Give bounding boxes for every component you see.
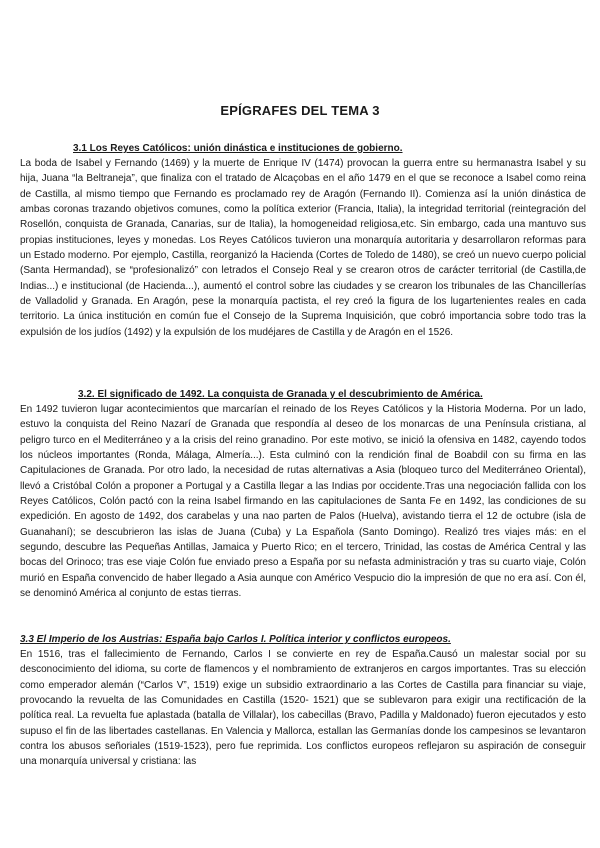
section-heading: 3.3 El Imperio de los Austrias: España bajo Carlos I. Política interior y conflictos europeos. — [20, 634, 451, 645]
section-body: En 1516, tras el fallecimiento de Fernando, Carlos I se convierte en rey de España.Causó un malestar social por su desconocimiento del idioma, su corte de flamencos y el nombramiento de extranjeros en cargos importantes. Tras su elección como emperador alemán (“Carlos V”, 1519) exige un subsidio extraordinario a las Cortes de Castilla para financiar su viaje, provocando la revuelta de las Comunidades en Castilla (1520- 1521) que se sublevaron para exigir una rectificación de la política real. La revuelta fue aplastada (batalla de Villalar), los cabecillas (Bravo, Padilla y Maldonado) fueron ejecutados y esto supuso el fin de las libertades castellanas. En Valencia y Mallorca, estallan las Germanías donde los campesinos se levantaron contra los abusos señoriales (1519-1523), pero fue reprimida. Los conflictos europeos reflejaron su aspiración de conseguir una monarquía universal y cristiana: las — [20, 649, 586, 768]
section-heading: 3.2. El significado de 1492. La conquista de Granada y el descubrimiento de América. — [78, 389, 483, 400]
section-3-3 — [20, 633, 586, 770]
section-3-2 — [20, 388, 586, 601]
section-body: La boda de Isabel y Fernando (1469) y la muerte de Enrique IV (1474) provocan la guerra entre su hermanastra Isabel y su hija, Juana “la Beltraneja”, que finaliza con el tratado de Alcaçobas en el año 1479 en el que se reconoce a Isabel como reina de Castilla, al mismo tiempo que Fernando es proclamado rey de Aragón (Fernando II). Comienza así la unión dinástica de ambas coronas trazando objetivos comunes, como la política exterior (Francia, Italia), la integridad territorial (reintegración del Rosellón, conquista de Granada, Canarias, sur de Italia), la homogeneidad religiosa,etc. Sin embargo, cada una mantuvo sus propias instituciones, leyes y monedas. Los Reyes Católicos tuvieron una monarquía autoritaria y desarrollaron reformas para un Estado moderno. Por ejemplo, Castilla, reorganizó la Hacienda (Cortes de Toledo de 1480), se creó un nuevo cuerpo policial (Santa Hermandad), se “profesionalizó” con letrados el Consejo Real y se crearon otros de carácter territorial (de Castilla,de Indias...) e institucional (de Hacienda...), aumentó el control sobre las ciudades y se crearon los tribunales de las Chancillerías de Valladolid y Granada. En Aragón, pese la monarquía pactista, el rey creó la figura de los lugartenientes reales en cada territorio. La única institución en común fue el Consejo de la Suprema Inquisición, que cobró importancia sobre todo tras la expulsión de los judíos (1492) y la expulsión de los mudéjares de Castilla y de Aragón en el 1526. — [20, 158, 586, 338]
section-heading: 3.1 Los Reyes Católicos: unión dinástica e instituciones de gobierno. — [73, 143, 403, 154]
document-title: EPÍGRAFES DEL TEMA 3 — [220, 103, 380, 118]
section-body: En 1492 tuvieron lugar acontecimientos que marcarían el reinado de los Reyes Católicos y la Historia Moderna. Por un lado, estuvo la conquista del Reino Nazarí de Granada que respondía al deseo de los monarcas de una Península cristiana, al peligro turco en el Mediterráneo y a la crisis del reino granadino. Por este motivo, se inició la ofensiva en 1482, cayendo todos los núcleos importantes (Ronda, Málaga, Almería...). Esta culminó con la rendición final de Boabdil con su firma en las Capitulaciones de Granada. Por otro lado, la necesidad de rutas alternativas a Asia (bloqueo turco del Mediterráneo Oriental), llevó a Cristóbal Colón a proponer a Portugal y a Castilla llegar a las Indias por occidente.Tras una negociación fallida con los Reyes Católicos, Colón pactó con la reina Isabel firmando en las capitulaciones de Santa Fe en 1492, las condiciones de su expedición. En agosto de 1492, dos carabelas y una nao parten de Palos (Huelva), avistando tierra el 12 de octubre (isla de Guanahaní); se descubrieron las islas de Juana (Cuba) y La Española (Santo Domingo). Realizó tres viajes más: en el segundo, descubre las Pequeñas Antillas, Jamaica y Puerto Rico; en el tercero, Trinidad, las costas de América Central y las bocas del Orinoco; tras ese viaje Colón fue enviado preso a España por su nefasta administración y tras su cuarto viaje, Colón murió en España convencido de haber llegado a Asia aunque con Américo Vespucio dio la impresión de que no era así. Con él, se denominó América al conjunto de estas tierras. — [20, 404, 586, 600]
section-3-1 — [20, 142, 586, 340]
